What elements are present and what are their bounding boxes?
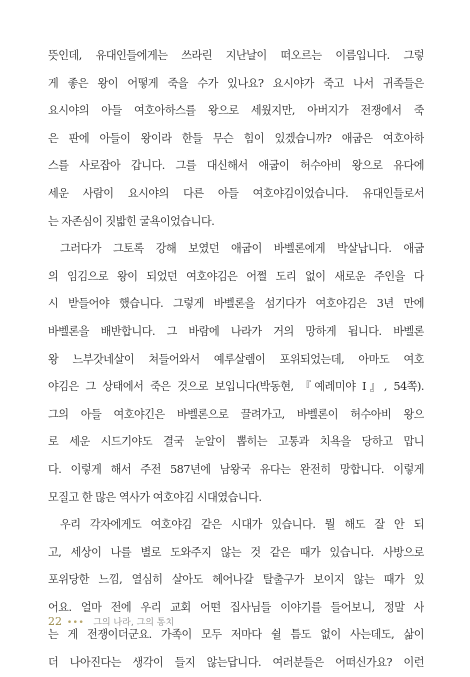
text-line: 바벨론을 배반합니다. 그 바람에 나라가 거의 망하게 됩니다. 바벨론 <box>48 324 424 338</box>
text-line: 뜻인데, 유대인들에게는 쓰라린 지난날이 떠오르는 이름입니다. 그렇 <box>48 49 424 62</box>
text-line: 의 임김으로 왕이 되었던 여호야김은 어쩔 도리 없이 새로운 주인을 다 <box>48 269 424 283</box>
text-line: 다. 이렇게 해서 주전 587년에 남왕국 유다는 완전히 망합니다. 이렇게 <box>48 462 424 476</box>
footer-dots: ••• <box>66 618 85 628</box>
text-line: 그의 아들 여호야긴은 바벨론으로 끌려가고, 바벨론이 허수아비 왕으 <box>48 407 424 421</box>
text-line: 요시야의 아들 여호아하스를 왕으로 세웠지만, 아버지가 전쟁에서 죽 <box>48 104 424 118</box>
text-line: 세운 사람이 요시야의 다른 아들 여호야김이었습니다. 유대인들로서 <box>48 186 424 200</box>
text-line: 야김은 그 상태에서 죽은 것으로 보입니다(박동현, 『예레미야 I』, 54쪽). <box>48 380 424 394</box>
text-line: 그러다가 그토록 강해 보였던 애굽이 바벨론에게 박살납니다. 애굽 <box>60 242 424 256</box>
text-line: 는 게 전쟁이더군요. 가족이 모두 저마다 쉴 틈도 없이 사는데도, 삶이 <box>48 628 424 642</box>
text-line: 포위당한 느낌, 열심히 살아도 헤어나갈 탈출구가 보이지 않는 때가 있 <box>48 573 424 587</box>
body-text <box>48 42 424 677</box>
page-footer <box>48 614 174 630</box>
text-line: 우리 각자에게도 여호야김 같은 시대가 있습니다. 뭘 해도 잘 안 되 <box>60 518 424 532</box>
text-line: 로 세운 시드기야도 결국 눈알이 뽑히는 고통과 치욕을 당하고 맙니 <box>48 435 424 449</box>
running-title: 그의 나라, 그의 통치 <box>93 618 175 628</box>
text-line: 게 좋은 왕이 어떻게 죽을 수가 있나요? 요시야가 죽고 나서 귀족들은 <box>48 76 424 90</box>
page-number: 22 <box>48 615 62 628</box>
text-line: 모질고 한 많은 역사가 여호야김 시대였습니다. <box>48 490 262 504</box>
text-line: 더 나아진다는 생각이 들지 않는답니다. 여러분들은 어떠신가요? 이런 <box>48 656 424 670</box>
text-line: 어요. 얼마 전에 우리 교회 어떤 집사님들 이야기를 들어보니, 정말 사 <box>48 600 424 614</box>
text-line: 고, 세상이 나를 별로 도와주지 않는 것 같은 때가 있습니다. 사방으로 <box>48 545 424 559</box>
text-line: 스를 사로잡아 갑니다. 그를 대신해서 애굽이 허수아비 왕으로 유다에 <box>48 159 424 173</box>
text-line: 왕 느부갓네살이 쳐들어와서 예루살렘이 포위되었는데, 아마도 여호 <box>48 352 424 366</box>
text-line: 시 받들어야 했습니다. 그렇게 바벨론을 섬기다가 여호야김은 3년 만에 <box>48 297 424 311</box>
text-line: 은 판에 아들이 왕이라 한들 무슨 힘이 있겠습니까? 애굽은 여호아하 <box>48 131 424 145</box>
text-line: 는 자존심이 짓밟힌 굴욕이었습니다. <box>48 214 215 228</box>
